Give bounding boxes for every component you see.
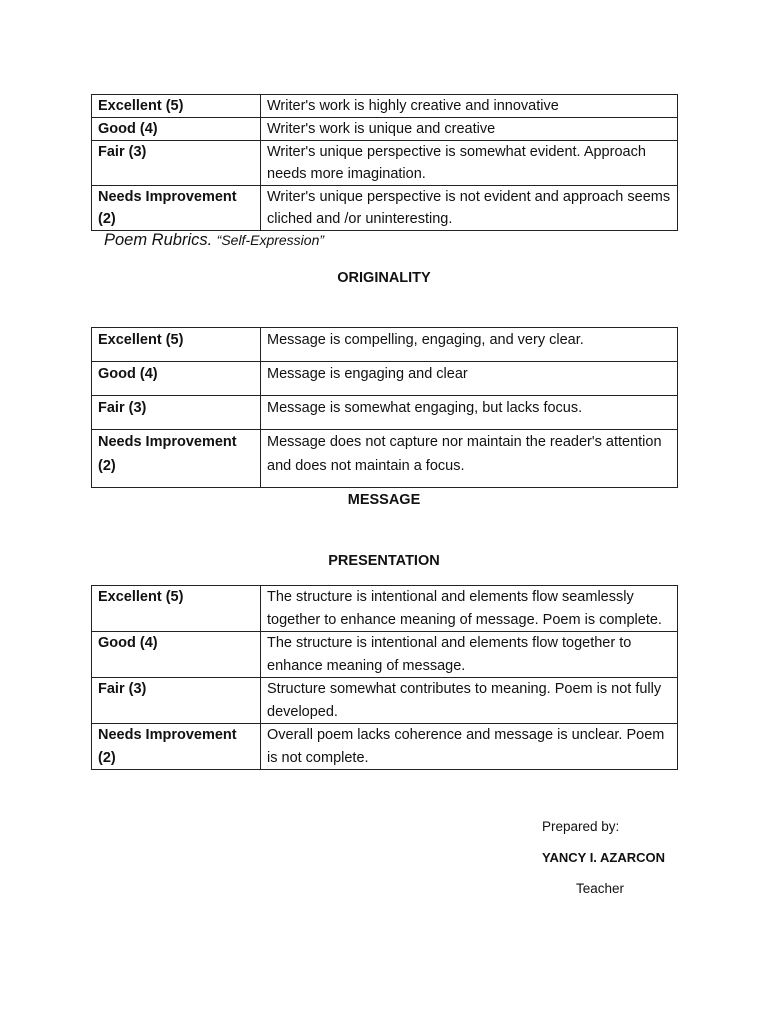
rubric-level: Needs Improvement (2)	[92, 430, 261, 488]
rubric-level: Needs Improvement (2)	[92, 724, 261, 770]
rubric-description: Structure somewhat contributes to meaning. Poem is not fully developed.	[261, 678, 678, 724]
presentation-heading: PRESENTATION	[328, 553, 440, 569]
rubric-description: Message is engaging and clear	[261, 362, 678, 396]
table-row	[92, 186, 678, 231]
rubric-level: Fair (3)	[92, 678, 261, 724]
rubric-level: Excellent (5)	[92, 328, 261, 362]
caption-title: Poem Rubrics.	[104, 231, 213, 249]
rubric-level: Fair (3)	[92, 396, 261, 430]
presentation-rubric-table	[91, 585, 678, 770]
rubric-description: Message does not capture nor maintain the reader's attention and does not maintain a focus.	[261, 430, 678, 488]
rubric-level: Excellent (5)	[92, 95, 261, 118]
rubric-description: Writer's work is unique and creative	[261, 118, 678, 141]
rubric-level: Good (4)	[92, 632, 261, 678]
rubric-description: Message is somewhat engaging, but lacks focus.	[261, 396, 678, 430]
table-row	[92, 678, 678, 724]
table-row	[92, 632, 678, 678]
table-row	[92, 586, 678, 632]
originality-rubric-table	[91, 94, 678, 231]
table-row	[92, 118, 678, 141]
document-caption	[104, 231, 324, 250]
table-row	[92, 328, 678, 362]
rubric-level: Needs Improvement (2)	[92, 186, 261, 231]
rubric-description: The structure is intentional and elements flow together to enhance meaning of message.	[261, 632, 678, 678]
table-row	[92, 396, 678, 430]
table-row	[92, 724, 678, 770]
prepared-by-label: Prepared by:	[542, 819, 620, 834]
rubric-description: Overall poem lacks coherence and message is unclear. Poem is not complete.	[261, 724, 678, 770]
table-row	[92, 95, 678, 118]
rubric-level: Fair (3)	[92, 141, 261, 186]
table-row	[92, 362, 678, 396]
originality-heading: ORIGINALITY	[337, 270, 431, 286]
rubric-description: The structure is intentional and elements flow seamlessly together to enhance meaning of message. Poem is complete.	[261, 586, 678, 632]
caption-subtitle: “Self-Expression”	[216, 232, 325, 248]
rubric-description: Writer's unique perspective is somewhat evident. Approach needs more imagination.	[261, 141, 678, 186]
table-row	[92, 141, 678, 186]
rubric-level: Good (4)	[92, 362, 261, 396]
preparer-name: YANCY I. AZARCON	[542, 850, 666, 865]
rubric-level: Good (4)	[92, 118, 261, 141]
rubric-description: Writer's work is highly creative and innovative	[261, 95, 678, 118]
preparer-role: Teacher	[576, 881, 625, 896]
table-row	[92, 430, 678, 488]
message-heading: MESSAGE	[347, 492, 421, 508]
message-rubric-table	[91, 327, 678, 488]
rubric-description: Message is compelling, engaging, and very clear.	[261, 328, 678, 362]
rubric-level: Excellent (5)	[92, 586, 261, 632]
rubric-description: Writer's unique perspective is not evident and approach seems cliched and /or uninteresting.	[261, 186, 678, 231]
